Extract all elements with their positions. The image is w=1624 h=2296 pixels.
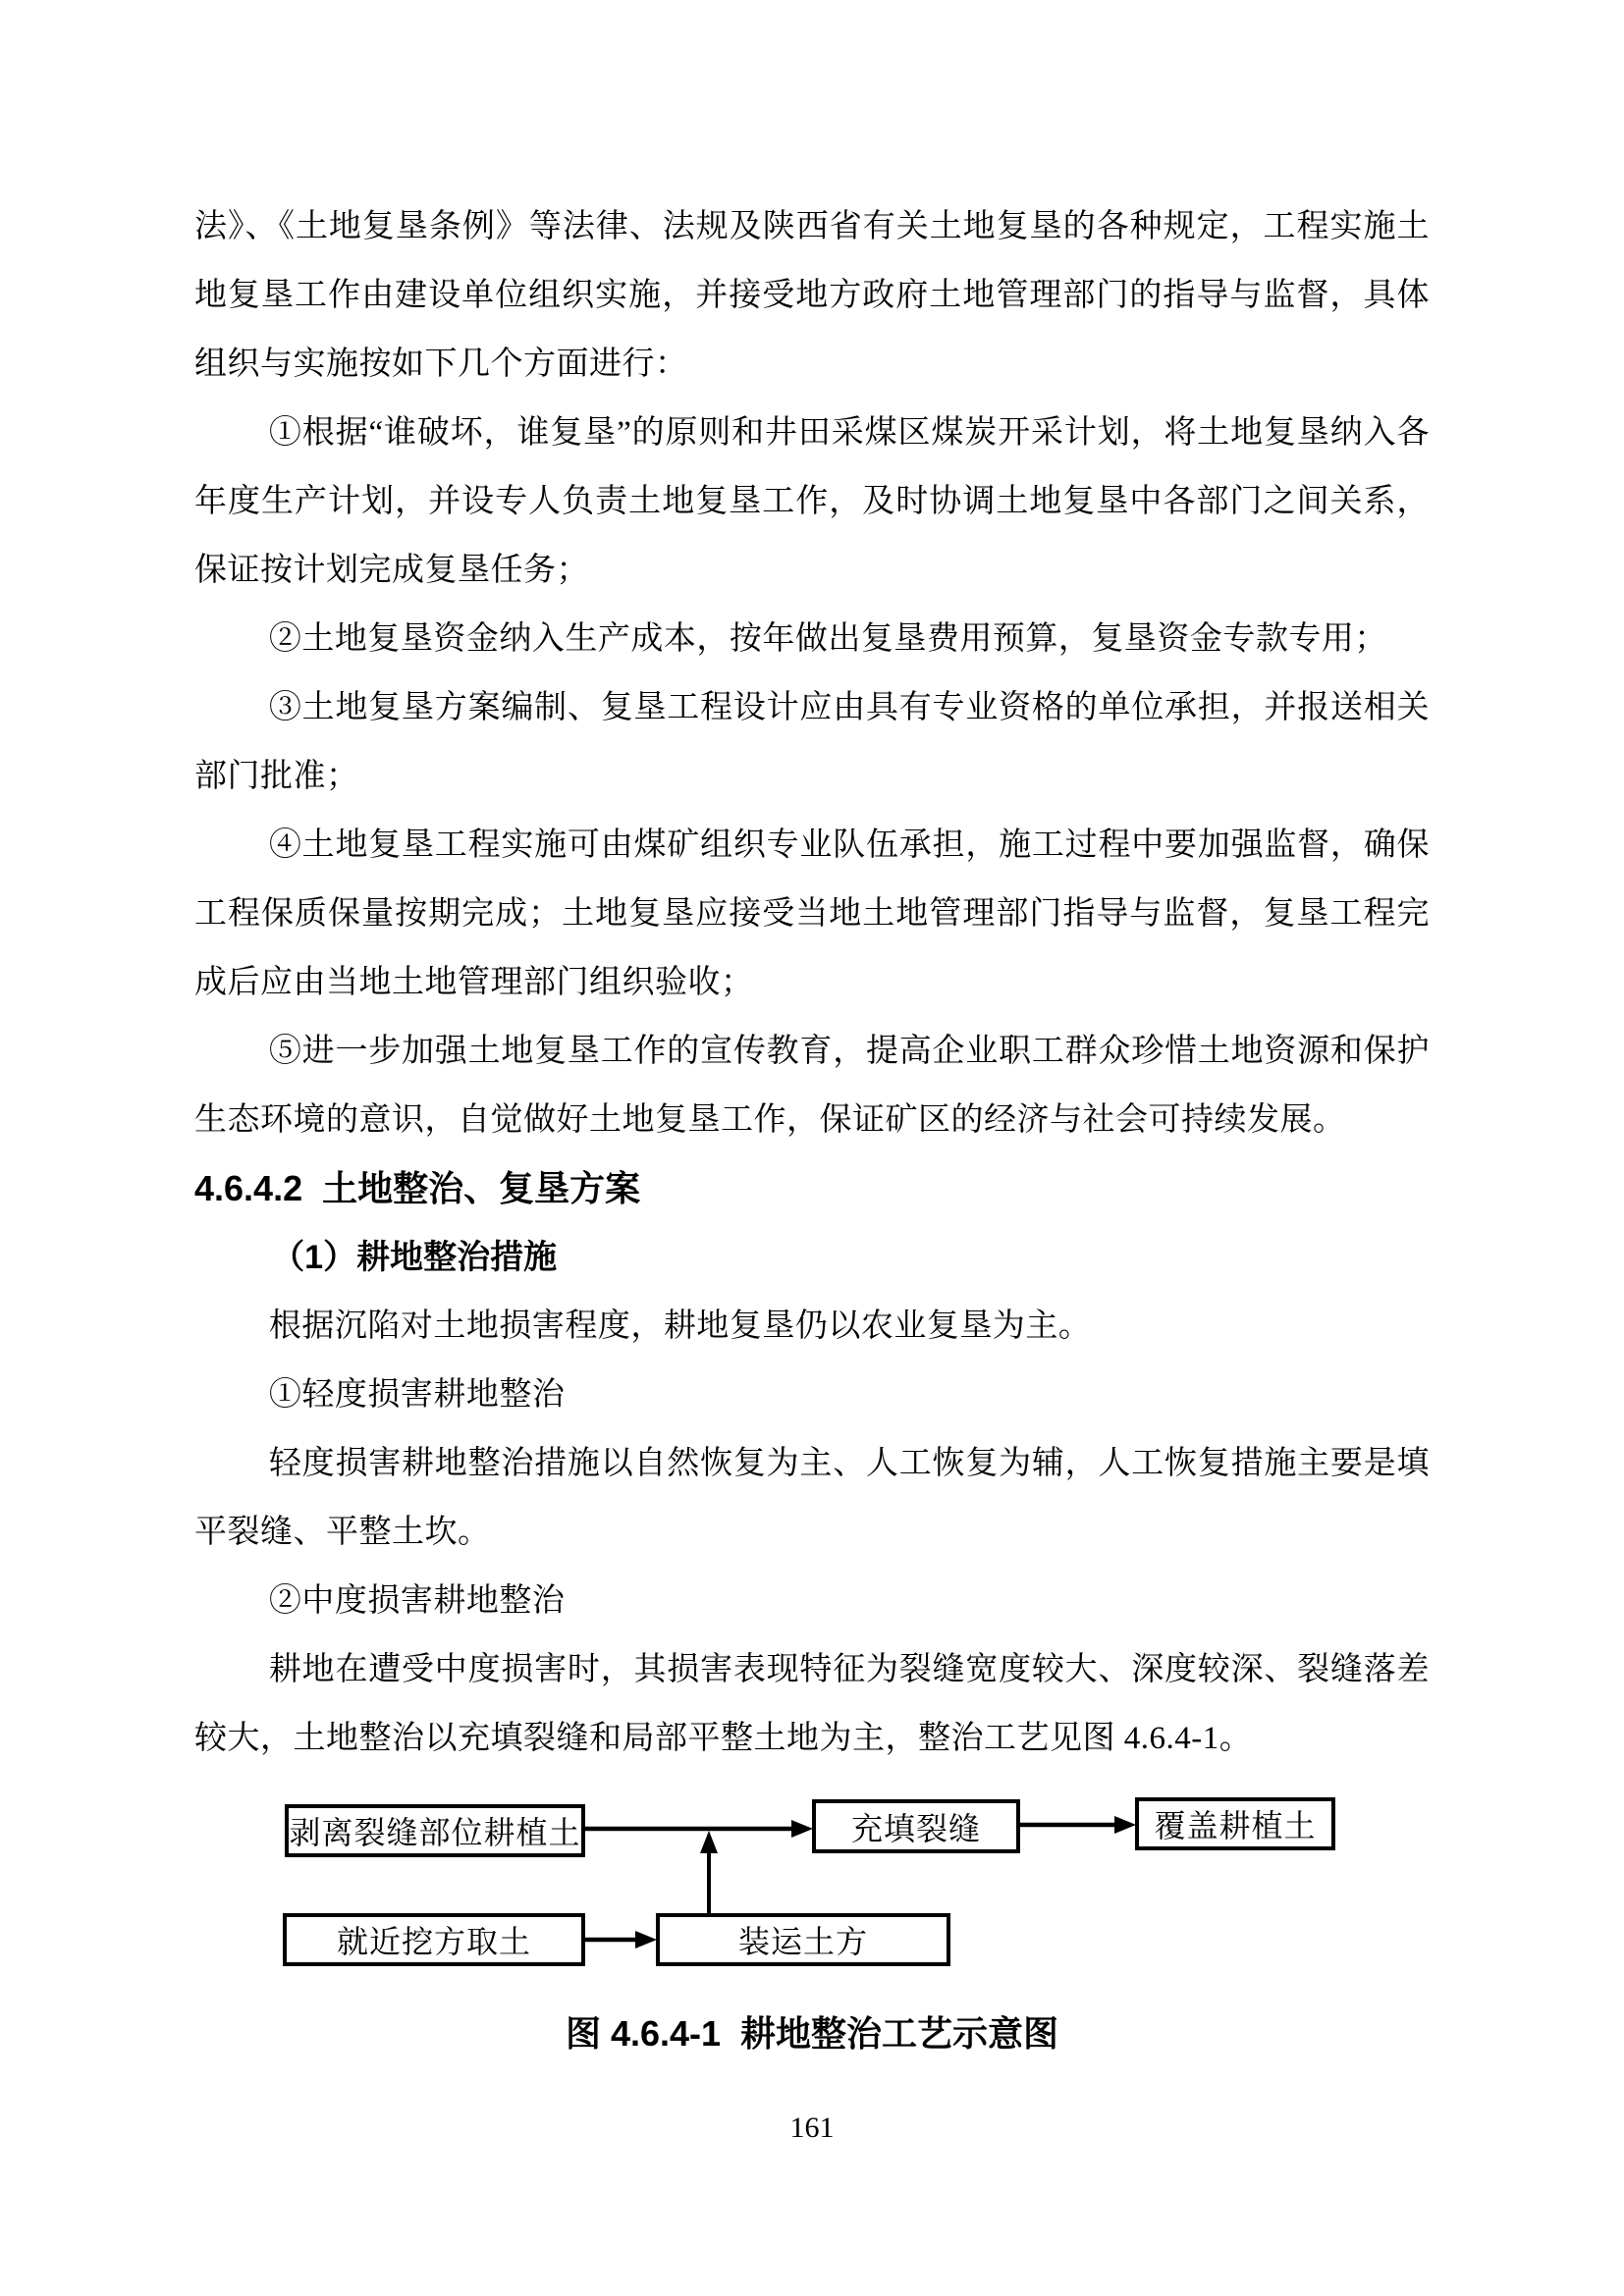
- paragraph-item-2: ②土地复垦资金纳入生产成本，按年做出复垦费用预算，复垦资金专款专用；: [268, 621, 1387, 657]
- subsection-heading-1: （1）耕地整治措施: [271, 1239, 558, 1276]
- section-heading-4642: 4.6.4.2 土地整治、复垦方案: [194, 1168, 641, 1208]
- paragraph-item-1: ①根据“谁破坏，谁复垦”的原则和井田采煤区煤炭开采计划，将土地复垦纳入各年度生产计划，并设专人负责土地复垦工作，及时协调土地复垦中各部门之间关系，保证按计划完成复垦任务；: [194, 415, 1430, 588]
- paragraph-item-4: ④土地复垦工程实施可由煤矿组织专业队伍承担，施工过程中要加强监督，确保工程保质保量按期完成；土地复垦应接受当地土地管理部门指导与监督，复垦工程完成后应由当地土地管理部门组织验收；: [194, 828, 1430, 1000]
- arrow-up-icon: [700, 1831, 718, 1853]
- paragraph-continuation: 法》、《土地复垦条例》等法律、法规及陕西省有关土地复垦的各种规定，工程实施土地复垦工作由建设单位组织实施，并接受地方政府土地管理部门的指导与监督，具体组织与实施按如下几个方面进行：: [194, 209, 1430, 382]
- flow-box-borrow-soil: 就近挖方取土: [283, 1913, 585, 1966]
- arrow-right-icon: [1114, 1816, 1136, 1834]
- paragraph-medium-damage-body: 耕地在遭受中度损害时，其损害表现特征为裂缝宽度较大、深度较深、裂缝落差较大，土地整治以充填裂缝和局部平整土地为主，整治工艺见图 4.6.4-1。: [194, 1652, 1430, 1756]
- paragraph-light-damage-body: 轻度损害耕地整治措施以自然恢复为主、人工恢复为辅，人工恢复措施主要是填平裂缝、平整土坎。: [194, 1446, 1430, 1550]
- paragraph-light-damage-title: ①轻度损害耕地整治: [268, 1377, 566, 1413]
- paragraph-item-5: ⑤进一步加强土地复垦工作的宣传教育，提高企业职工群众珍惜土地资源和保护生态环境的意识，自觉做好土地复垦工作，保证矿区的经济与社会可持续发展。: [194, 1034, 1430, 1138]
- paragraph-basis: 根据沉陷对土地损害程度，耕地复垦仍以农业复垦为主。: [268, 1308, 1092, 1344]
- paragraph-item-3: ③土地复垦方案编制、复垦工程设计应由具有专业资格的单位承担，并报送相关部门批准；: [194, 690, 1430, 794]
- arrow-right-icon: [791, 1820, 813, 1838]
- arrow-right-icon: [635, 1931, 657, 1949]
- flow-box-fill-cracks: 充填裂缝: [812, 1799, 1020, 1853]
- flow-box-haul-soil: 装运土方: [656, 1913, 950, 1966]
- flowchart-figure: [194, 1779, 1430, 1985]
- flow-box-cover-topsoil: 覆盖耕植土: [1135, 1797, 1335, 1850]
- paragraph-medium-damage-title: ②中度损害耕地整治: [268, 1583, 566, 1619]
- page-content: [194, 192, 1430, 2068]
- page-number: 161: [789, 2111, 835, 2144]
- flow-box-strip-topsoil: 剥离裂缝部位耕植土: [285, 1804, 585, 1857]
- page-footer: [0, 2107, 1624, 2150]
- figure-caption: 图 4.6.4-1 耕地整治工艺示意图: [565, 2013, 1059, 2054]
